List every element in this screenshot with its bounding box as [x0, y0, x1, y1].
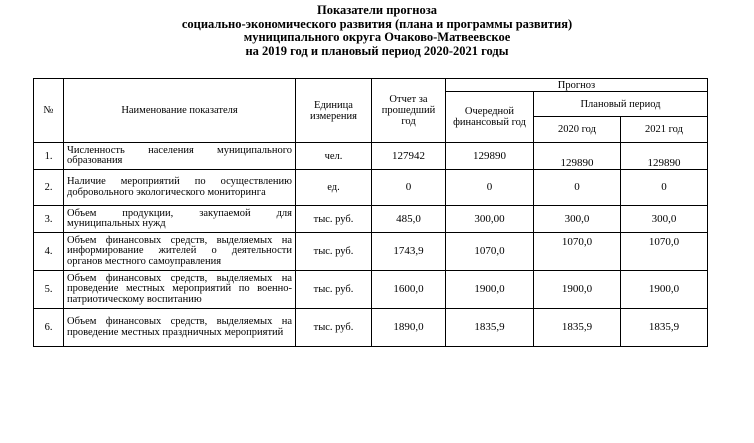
row-current: 1835,9 [446, 309, 534, 347]
row-2021: 1900,0 [621, 271, 708, 309]
row-report: 1743,9 [372, 233, 446, 271]
row-current: 300,00 [446, 206, 534, 233]
row-2021: 129890 [621, 143, 708, 170]
row-num: 2. [34, 170, 64, 206]
row-2020: 1900,0 [534, 271, 621, 309]
row-num: 6. [34, 309, 64, 347]
row-current: 1900,0 [446, 271, 534, 309]
table-row [34, 206, 708, 233]
row-2020: 129890 [534, 143, 621, 170]
header-name: Наименование показателя [64, 79, 296, 143]
document-title [0, 4, 754, 58]
row-unit: тыс. руб. [296, 233, 372, 271]
title-line-1: Показатели прогноза [316, 3, 438, 17]
header-report: Отчет за прошедший год [372, 79, 446, 143]
title-line-3: муниципального округа Очаково-Матвеевское [243, 30, 511, 45]
row-report: 1890,0 [372, 309, 446, 347]
header-year-2021: 2021 год [621, 117, 708, 143]
table-row [34, 143, 708, 170]
table-row [34, 271, 708, 309]
row-name: Объем продукции, закупаемой для муниципальных нужд [64, 206, 296, 233]
forecast-table [33, 78, 708, 347]
row-name: Объем финансовых средств, выделяемых на проведение местных праздничных мероприятий [64, 309, 296, 347]
row-name: Объем финансовых средств, выделяемых на информирование жителей о деятельности органов местного самоуправления [64, 233, 296, 271]
row-num: 5. [34, 271, 64, 309]
header-num: № [34, 79, 64, 143]
table-row [34, 170, 708, 206]
row-unit: чел. [296, 143, 372, 170]
header-unit: Единица измерения [296, 79, 372, 143]
row-2021: 0 [621, 170, 708, 206]
row-report: 485,0 [372, 206, 446, 233]
row-unit: тыс. руб. [296, 309, 372, 347]
row-report: 0 [372, 170, 446, 206]
row-current: 1070,0 [446, 233, 534, 271]
title-line-4: на 2019 год и плановый период 2020-2021 годы [245, 43, 509, 58]
row-2021: 300,0 [621, 206, 708, 233]
header-year-2020: 2020 год [534, 117, 621, 143]
row-2020: 1070,0 [534, 233, 621, 271]
row-unit: тыс. руб. [296, 271, 372, 309]
title-line-2: социально-экономического развития (плана и программы развития) [181, 16, 573, 31]
row-num: 4. [34, 233, 64, 271]
table-row [34, 309, 708, 347]
header-planned-period: Плановый период [534, 92, 708, 117]
row-num: 3. [34, 206, 64, 233]
header-forecast: Прогноз [446, 79, 708, 92]
row-report: 1600,0 [372, 271, 446, 309]
row-2021: 1835,9 [621, 309, 708, 347]
header-current-year: Очередной финансовый год [446, 92, 534, 143]
row-report: 127942 [372, 143, 446, 170]
row-2020: 1835,9 [534, 309, 621, 347]
row-unit: ед. [296, 170, 372, 206]
row-2021: 1070,0 [621, 233, 708, 271]
row-name: Численность населения муниципального образования [64, 143, 296, 170]
row-num: 1. [34, 143, 64, 170]
row-2020: 300,0 [534, 206, 621, 233]
row-current: 129890 [446, 143, 534, 170]
row-2020: 0 [534, 170, 621, 206]
row-name: Объем финансовых средств, выделяемых на проведение местных мероприятий по военно-патриотическому воспитанию [64, 271, 296, 309]
row-current: 0 [446, 170, 534, 206]
row-unit: тыс. руб. [296, 206, 372, 233]
row-name: Наличие мероприятий по осуществлению добровольного экологического мониторинга [64, 170, 296, 206]
table-row [34, 233, 708, 271]
